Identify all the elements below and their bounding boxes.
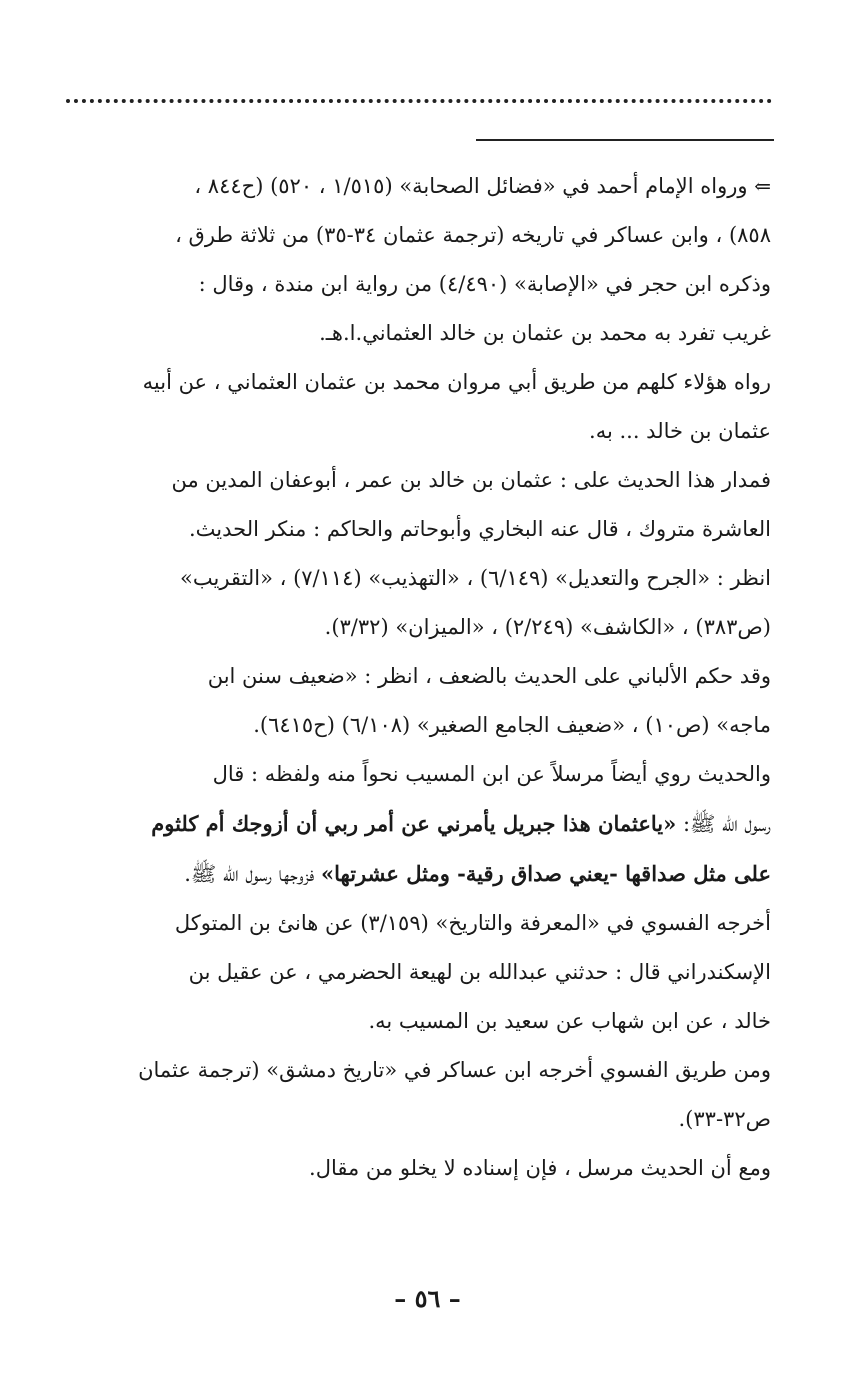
hadith-line: على مثل صداقها -يعني صداق رقية- ومثل عشرتها» فزوجها رسول الله ﷺ. bbox=[184, 861, 771, 886]
footnote-line: ماجه» (ص١٠) ، «ضعيف الجامع الصغير» (٦/١٠٨) (ح٦٤١٥). bbox=[253, 713, 771, 737]
footnote-line: العاشرة متروك ، قال عنه البخاري وأبوحاتم والحاكم : منكر الحديث. bbox=[189, 517, 771, 541]
footnote-line: (ص٣٨٣) ، «الكاشف» (٢/٢٤٩) ، «الميزان» (٣/٣٢). bbox=[324, 615, 771, 639]
footnote-rule bbox=[476, 139, 774, 141]
footnote-line: خالد ، عن ابن شهاب عن سعيد بن المسيب به. bbox=[368, 1009, 771, 1033]
continuation-arrow-icon: ⇐ bbox=[754, 174, 771, 198]
footnote-line: والحديث روي أيضاً مرسلاً عن ابن المسيب نحواً منه ولفظه : قال bbox=[212, 762, 771, 786]
footnote-line: وقد حكم الألباني على الحديث بالضعف ، انظر : «ضعيف سنن ابن bbox=[207, 664, 771, 688]
footnote-line: رواه هؤلاء كلهم من طريق أبي مروان محمد بن عثمان العثماني ، عن أبيه bbox=[142, 370, 771, 394]
footnote-line: ومع أن الحديث مرسل ، فإن إسناده لا يخلو من مقال. bbox=[309, 1156, 771, 1180]
footnote-line: فمدار هذا الحديث على : عثمان بن خالد بن عمر ، أبوعفان المدين من bbox=[171, 468, 771, 492]
footnote-line: ص٣٢-٣٣). bbox=[678, 1107, 771, 1131]
footnote-line: عثمان بن خالد ... به. bbox=[589, 419, 771, 443]
hadith-quote: على مثل صداقها -يعني صداق رقية- ومثل عشرتها» bbox=[321, 861, 771, 886]
footnote-line: أخرجه الفسوي في «المعرفة والتاريخ» (٣/١٥٩) عن هانئ بن المتوكل bbox=[174, 911, 771, 935]
hadith-line: رسول الله ﷺ: «ياعثمان هذا جبريل يأمرني عن أمر ربي أن أزوجك أم كلثوم bbox=[151, 811, 771, 836]
dotted-separator bbox=[66, 99, 772, 103]
footnote-line: ومن طريق الفسوي أخرجه ابن عساكر في «تاريخ دمشق» (ترجمة عثمان bbox=[138, 1058, 771, 1082]
footnote-line: ٨٥٨) ، وابن عساكر في تاريخه (ترجمة عثمان ٣٤-٣٥) من ثلاثة طرق ، bbox=[175, 223, 771, 247]
footnote-line: الإسكندراني قال : حدثني عبدالله بن لهيعة الحضرمي ، عن عقيل بن bbox=[188, 960, 771, 984]
footnote-body bbox=[66, 162, 771, 1193]
footnote-line: غريب تفرد به محمد بن عثمان بن خالد العثماني.ا.هـ. bbox=[319, 321, 771, 345]
footnote-line: انظر : «الجرح والتعديل» (٦/١٤٩) ، «التهذيب» (٧/١١٤) ، «التقريب» bbox=[180, 566, 771, 590]
footnote-line: ⇐ ورواه الإمام أحمد في «فضائل الصحابة» (١/٥١٥ ، ٥٢٠) (ح٨٤٤ ، bbox=[194, 174, 771, 198]
hadith-quote: «ياعثمان هذا جبريل يأمرني عن أمر ربي أن أزوجك أم كلثوم bbox=[151, 811, 677, 836]
page-number: – ٥٦ – bbox=[394, 1284, 461, 1313]
footnote-line: وذكره ابن حجر في «الإصابة» (٤/٤٩٠) من رواية ابن مندة ، وقال : bbox=[198, 272, 771, 296]
